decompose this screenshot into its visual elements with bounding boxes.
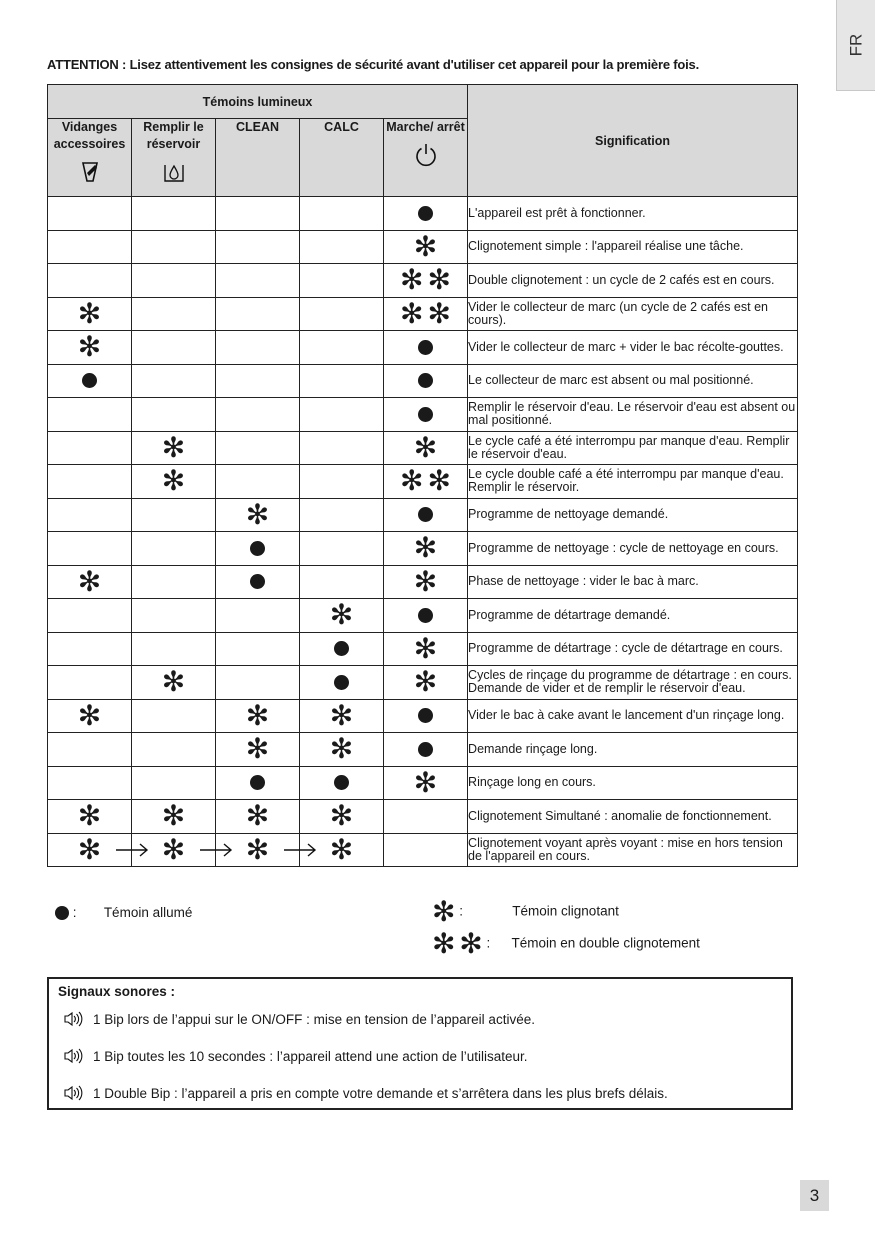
indicator-cell	[216, 666, 300, 700]
steady-light-icon	[250, 775, 265, 790]
indicator-group-header: Témoins lumineux	[48, 85, 468, 119]
table-row	[48, 766, 798, 800]
table-row	[48, 465, 798, 499]
indicator-cell	[384, 699, 468, 733]
blinking-light-icon: ✻	[427, 296, 451, 330]
indicator-cell	[132, 398, 216, 432]
page-number: 3	[800, 1180, 829, 1211]
sound-signal-item	[63, 1085, 668, 1101]
meaning-cell: Cycles de rinçage du programme de détartrage : en cours. Demande de vider et de remplir le réservoir d'eau.	[468, 666, 798, 700]
blinking-light-icon: ✻	[329, 698, 354, 732]
blinking-light-icon: ✻	[329, 598, 354, 632]
indicator-cell	[300, 431, 384, 465]
indicator-cell	[216, 632, 300, 666]
meaning-cell: Programme de nettoyage : cycle de nettoyage en cours.	[468, 532, 798, 566]
meaning-cell: Clignotement Simultané : anomalie de fonctionnement.	[468, 800, 798, 834]
indicator-cell	[300, 264, 384, 298]
indicator-cell	[300, 733, 384, 767]
speaker-icon	[63, 1011, 83, 1027]
indicator-cell	[384, 666, 468, 700]
indicator-cell	[300, 331, 384, 365]
meaning-cell: L'appareil est prêt à fonctionner.	[468, 197, 798, 231]
indicator-cell	[48, 699, 132, 733]
language-label: FR	[846, 33, 866, 57]
indicator-cell	[216, 264, 300, 298]
indicator-cell	[216, 565, 300, 599]
indicator-cell	[48, 632, 132, 666]
indicator-cell	[132, 565, 216, 599]
indicator-cell	[300, 766, 384, 800]
arrow-right-icon	[282, 841, 318, 859]
steady-light-icon	[418, 206, 433, 221]
language-tab	[836, 0, 875, 91]
indicator-cell	[300, 632, 384, 666]
indicator-cell	[216, 699, 300, 733]
blinking-light-icon: ✻	[245, 832, 270, 866]
indicator-cell	[132, 230, 216, 264]
blinking-light-icon: ✻	[413, 430, 438, 464]
indicator-cell	[216, 398, 300, 432]
table-row	[48, 498, 798, 532]
table-row	[48, 565, 798, 599]
indicator-cell	[384, 800, 468, 834]
indicator-cell	[384, 331, 468, 365]
indicator-cell	[300, 465, 384, 499]
indicator-cell	[216, 230, 300, 264]
indicator-cell	[48, 431, 132, 465]
steady-light-icon	[418, 340, 433, 355]
indicator-cell	[384, 565, 468, 599]
meaning-cell: Programme de détartrage demandé.	[468, 599, 798, 633]
blinking-light-icon: ✻	[400, 464, 424, 498]
indicator-cell	[48, 197, 132, 231]
indicator-cell	[48, 331, 132, 365]
meaning-cell: Le cycle café a été interrompu par manque d'eau. Remplir le réservoir d'eau.	[468, 431, 798, 465]
table-row	[48, 666, 798, 700]
blinking-light-icon: ✻	[459, 927, 483, 960]
meaning-cell: Vider le bac à cake avant le lancement d'un rinçage long.	[468, 699, 798, 733]
legend-blink-label: Témoin clignotant	[512, 903, 619, 919]
blinking-light-icon: ✻	[245, 799, 270, 833]
blinking-light-icon: ✻	[161, 832, 186, 866]
indicator-cell	[132, 498, 216, 532]
sound-signal-item	[63, 1048, 528, 1064]
table-row	[48, 833, 798, 867]
steady-light-icon	[250, 574, 265, 589]
blinking-light-icon: ✻	[245, 732, 270, 766]
column-label: Remplir le réservoir	[143, 120, 204, 151]
indicator-cell	[216, 197, 300, 231]
indicator-cell	[384, 766, 468, 800]
legend-double	[432, 927, 700, 960]
indicator-cell	[48, 733, 132, 767]
indicator-cell	[48, 833, 132, 867]
indicator-cell	[384, 498, 468, 532]
steady-light-icon	[418, 507, 433, 522]
indicator-cell	[300, 230, 384, 264]
indicator-cell	[384, 599, 468, 633]
indicator-cell	[216, 532, 300, 566]
indicator-cell	[216, 599, 300, 633]
indicator-cell	[132, 197, 216, 231]
indicator-cell	[48, 230, 132, 264]
blinking-light-icon: ✻	[77, 698, 102, 732]
column-header-calc: CALC	[300, 119, 384, 197]
blinking-light-icon: ✻	[77, 330, 102, 364]
indicator-cell	[132, 766, 216, 800]
table-row	[48, 331, 798, 365]
blinking-light-icon: ✻	[245, 497, 270, 531]
indicator-cell	[384, 733, 468, 767]
column-label: Vidanges accessoires	[53, 120, 126, 151]
indicator-cell	[384, 398, 468, 432]
indicator-cell	[384, 297, 468, 331]
speaker-icon	[63, 1048, 83, 1064]
sound-signals-box	[47, 977, 793, 1110]
indicator-cell	[300, 364, 384, 398]
indicator-cell	[384, 230, 468, 264]
arrow-right-icon	[198, 841, 234, 859]
indicator-cell	[48, 532, 132, 566]
blinking-light-icon: ✻	[161, 464, 186, 498]
indicator-cell	[132, 599, 216, 633]
indicator-cell	[300, 699, 384, 733]
arrow-right-icon	[114, 841, 150, 859]
column-label: Marche/ arrêt	[386, 120, 465, 134]
meaning-cell: Phase de nettoyage : vider le bac à marc.	[468, 565, 798, 599]
indicator-cell	[300, 197, 384, 231]
indicator-cell	[384, 264, 468, 298]
table-row	[48, 230, 798, 264]
indicator-cell	[132, 666, 216, 700]
table-row	[48, 431, 798, 465]
table-row	[48, 599, 798, 633]
table-row	[48, 364, 798, 398]
blinking-light-icon: ✻	[161, 430, 186, 464]
blinking-light-icon: ✻	[329, 799, 354, 833]
indicator-cell	[132, 264, 216, 298]
column-header-power	[384, 119, 468, 197]
indicator-cell	[216, 733, 300, 767]
steady-light-icon	[418, 373, 433, 388]
indicator-cell	[132, 733, 216, 767]
legend-separator: :	[486, 935, 491, 951]
meaning-cell: Vider le collecteur de marc (un cycle de 2 cafés est en cours).	[468, 297, 798, 331]
indicator-cell	[48, 297, 132, 331]
meaning-cell: Clignotement simple : l'appareil réalise une tâche.	[468, 230, 798, 264]
legend-on-label: Témoin allumé	[103, 905, 193, 920]
indicator-cell	[384, 197, 468, 231]
legend-on	[55, 905, 192, 920]
indicator-cell	[300, 297, 384, 331]
sound-signal-text: 1 Bip lors de l’appui sur le ON/OFF : mise en tension de l’appareil activée.	[93, 1011, 535, 1027]
sound-signals-title: Signaux sonores :	[58, 984, 176, 999]
blinking-light-icon: ✻	[413, 531, 438, 565]
table-row	[48, 632, 798, 666]
indicator-cell	[216, 431, 300, 465]
table-row	[48, 197, 798, 231]
meaning-cell: Programme de détartrage : cycle de détartrage en cours.	[468, 632, 798, 666]
power-icon	[413, 142, 439, 168]
steady-light-icon	[55, 906, 69, 920]
water-tank-icon	[161, 159, 187, 185]
steady-light-icon	[334, 641, 349, 656]
steady-light-icon	[418, 742, 433, 757]
indicator-cell	[384, 465, 468, 499]
indicator-cell	[132, 465, 216, 499]
indicator-cell	[384, 632, 468, 666]
table-row	[48, 532, 798, 566]
meaning-header: Signification	[468, 85, 798, 197]
column-header-clean: CLEAN	[216, 119, 300, 197]
indicator-cell	[132, 699, 216, 733]
meaning-cell: Remplir le réservoir d'eau. Le réservoir d'eau est absent ou mal positionné.	[468, 398, 798, 432]
table-row	[48, 733, 798, 767]
table-row	[48, 297, 798, 331]
indicator-cell	[48, 800, 132, 834]
indicator-cell	[48, 565, 132, 599]
indicator-cell	[300, 565, 384, 599]
blinking-light-icon: ✻	[432, 895, 456, 928]
table-row	[48, 699, 798, 733]
indicator-cell	[132, 532, 216, 566]
indicator-cell	[216, 800, 300, 834]
indicator-cell	[132, 331, 216, 365]
table-row	[48, 800, 798, 834]
indicator-cell	[216, 331, 300, 365]
indicator-cell	[300, 532, 384, 566]
indicator-cell	[48, 465, 132, 499]
column-header-reservoir	[132, 119, 216, 197]
blinking-light-icon: ✻	[400, 296, 424, 330]
blinking-light-icon: ✻	[400, 263, 424, 297]
indicator-cell	[48, 599, 132, 633]
blinking-light-icon: ✻	[413, 765, 438, 799]
legend-double-label: Témoin en double clignotement	[511, 935, 700, 951]
indicator-cell	[132, 632, 216, 666]
steady-light-icon	[82, 373, 97, 388]
indicator-cell	[216, 364, 300, 398]
blinking-light-icon: ✻	[413, 665, 438, 699]
blinking-light-icon: ✻	[161, 799, 186, 833]
indicator-cell	[300, 666, 384, 700]
indicator-cell	[384, 364, 468, 398]
indicator-cell	[384, 833, 468, 867]
sound-signal-text: 1 Bip toutes les 10 secondes : l’appareil attend une action de l’utilisateur.	[93, 1048, 528, 1064]
blinking-light-icon: ✻	[77, 832, 102, 866]
steady-light-icon	[334, 675, 349, 690]
indicator-cell	[300, 599, 384, 633]
indicator-cell	[216, 498, 300, 532]
indicator-table	[47, 84, 798, 867]
meaning-cell: Le cycle double café a été interrompu par manque d'eau. Remplir le réservoir.	[468, 465, 798, 499]
indicator-cell	[132, 364, 216, 398]
meaning-cell: Demande rinçage long.	[468, 733, 798, 767]
indicator-cell	[48, 498, 132, 532]
sound-signal-text: 1 Double Bip : l’appareil a pris en compte votre demande et s’arrêtera dans les plus brefs délais.	[93, 1085, 668, 1101]
indicator-cell	[132, 431, 216, 465]
indicator-cell	[216, 297, 300, 331]
indicator-cell	[132, 297, 216, 331]
blinking-light-icon: ✻	[413, 229, 438, 263]
blinking-light-icon: ✻	[329, 732, 354, 766]
steady-light-icon	[250, 541, 265, 556]
indicator-cell	[384, 431, 468, 465]
indicator-cell	[132, 800, 216, 834]
table-row	[48, 398, 798, 432]
legend-blink	[432, 895, 619, 928]
blinking-light-icon: ✻	[77, 296, 102, 330]
indicator-cell	[48, 398, 132, 432]
blinking-light-icon: ✻	[245, 698, 270, 732]
blinking-light-icon: ✻	[432, 927, 456, 960]
blinking-light-icon: ✻	[77, 564, 102, 598]
table-row	[48, 264, 798, 298]
legend-separator: :	[72, 905, 77, 920]
column-header-vidanges	[48, 119, 132, 197]
indicator-cell	[48, 264, 132, 298]
indicator-cell	[300, 398, 384, 432]
legend-separator: :	[459, 903, 463, 919]
meaning-cell: Clignotement voyant après voyant : mise en hors tension de l'appareil en cours.	[468, 833, 798, 867]
indicator-cell	[48, 666, 132, 700]
steady-light-icon	[418, 708, 433, 723]
steady-light-icon	[334, 775, 349, 790]
sound-signal-item	[63, 1011, 535, 1027]
blinking-light-icon: ✻	[413, 564, 438, 598]
steady-light-icon	[418, 407, 433, 422]
blinking-light-icon: ✻	[329, 832, 354, 866]
blinking-light-icon: ✻	[161, 665, 186, 699]
indicator-cell	[216, 465, 300, 499]
attention-heading: ATTENTION : Lisez attentivement les consignes de sécurité avant d'utiliser cet appareil pour la première fois.	[47, 57, 699, 72]
meaning-cell: Double clignotement : un cycle de 2 cafés est en cours.	[468, 264, 798, 298]
blinking-light-icon: ✻	[77, 799, 102, 833]
indicator-cell	[48, 364, 132, 398]
steady-light-icon	[418, 608, 433, 623]
blinking-light-icon: ✻	[413, 631, 438, 665]
blinking-light-icon: ✻	[427, 464, 451, 498]
meaning-cell: Le collecteur de marc est absent ou mal positionné.	[468, 364, 798, 398]
indicator-cell	[48, 766, 132, 800]
indicator-cell	[300, 800, 384, 834]
meaning-cell: Rinçage long en cours.	[468, 766, 798, 800]
grounds-container-icon	[77, 159, 103, 185]
indicator-cell	[384, 532, 468, 566]
blinking-light-icon: ✻	[427, 263, 451, 297]
meaning-cell: Vider le collecteur de marc + vider le bac récolte-gouttes.	[468, 331, 798, 365]
speaker-icon	[63, 1085, 83, 1101]
indicator-cell	[300, 498, 384, 532]
indicator-cell	[216, 766, 300, 800]
meaning-cell: Programme de nettoyage demandé.	[468, 498, 798, 532]
